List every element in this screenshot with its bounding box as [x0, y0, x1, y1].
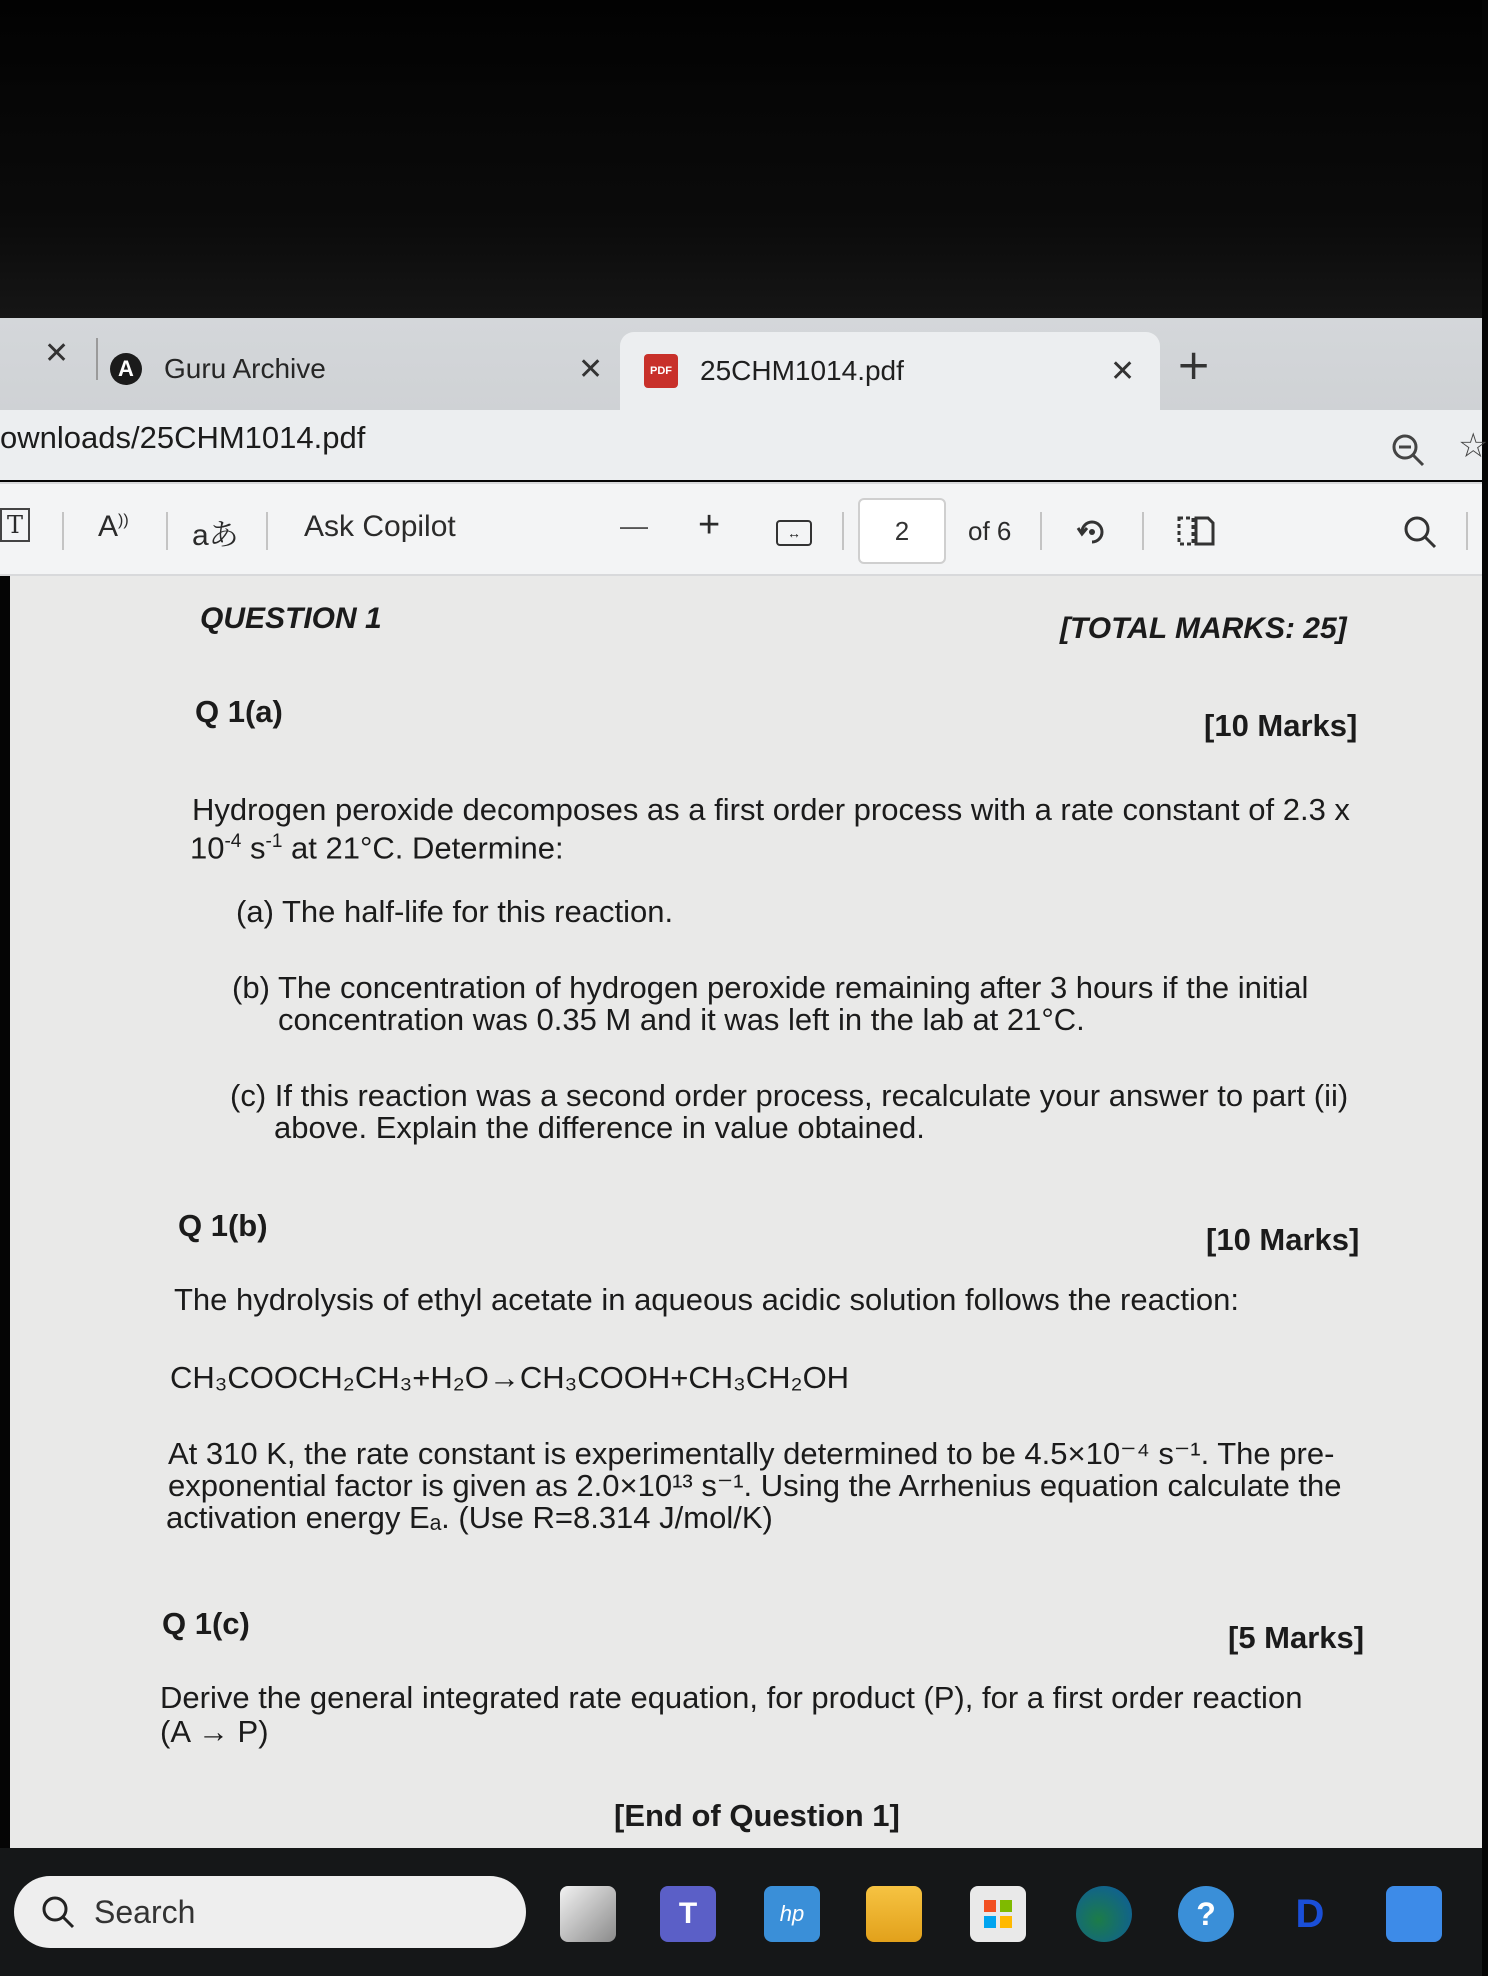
- q1b-intro: The hydrolysis of ethyl acetate in aqueous acidic solution follows the reaction:: [174, 1282, 1239, 1317]
- ask-copilot-button[interactable]: Ask Copilot: [304, 510, 456, 543]
- page-view-icon[interactable]: [1176, 514, 1216, 548]
- help-icon[interactable]: ?: [1178, 1886, 1234, 1942]
- url-text[interactable]: ownloads/25CHM1014.pdf: [0, 420, 366, 455]
- q1a-intro-line1: Hydrogen peroxide decomposes as a first order process with a rate constant of 2.3 x: [192, 792, 1350, 827]
- q1a-part-b-line2: concentration was 0.35 M and it was left in the lab at 21°C.: [278, 1002, 1085, 1037]
- task-view-icon[interactable]: [560, 1886, 616, 1942]
- rotate-icon[interactable]: [1074, 514, 1110, 550]
- total-marks: [TOTAL MARKS: 25]: [1060, 612, 1347, 645]
- taskbar: [0, 1848, 1482, 1976]
- tab-pdf-document[interactable]: [620, 332, 1160, 410]
- file-explorer-icon[interactable]: [866, 1886, 922, 1942]
- new-tab-icon[interactable]: +: [1176, 340, 1212, 389]
- pdf-page: [10, 576, 1482, 1848]
- taskbar-search[interactable]: [14, 1876, 526, 1948]
- edge-browser-icon[interactable]: [1076, 1886, 1132, 1942]
- screen-bezel: [0, 0, 1482, 320]
- guru-archive-favicon: A: [110, 353, 142, 385]
- translate-icon[interactable]: aあ: [192, 519, 239, 552]
- toolbar-divider: [1466, 512, 1468, 550]
- tab-guru-archive[interactable]: [110, 328, 630, 410]
- toolbar-divider: [62, 512, 64, 550]
- q1b-marks: [10 Marks]: [1206, 1222, 1360, 1257]
- zoom-in-button[interactable]: +: [698, 504, 721, 546]
- page-number-input[interactable]: 2: [858, 498, 946, 564]
- page-count: of 6: [968, 516, 1012, 546]
- q1a-part-c-line1: (c) If this reaction was a second order process, recalculate your answer to part (ii): [230, 1078, 1349, 1113]
- close-tab-icon[interactable]: ✕: [578, 351, 604, 387]
- q1c-marks: [5 Marks]: [1228, 1620, 1365, 1655]
- q1b-line1: At 310 K, the rate constant is experimentally determined to be 4.5×10⁻⁴ s⁻¹. The pre-: [168, 1436, 1335, 1471]
- zoom-out-icon[interactable]: [1390, 432, 1426, 468]
- pdf-file-icon: PDF: [644, 354, 678, 388]
- favorite-star-icon[interactable]: ☆: [1458, 427, 1488, 465]
- search-icon: [40, 1894, 76, 1930]
- end-of-question: [End of Question 1]: [614, 1798, 900, 1833]
- disney-plus-icon[interactable]: D: [1295, 1891, 1325, 1936]
- q1a-intro-line2: $10^{-4}$ $s^{-1}$ at 21°C. Determine:: [190, 830, 564, 866]
- q1c-label: Q 1(c): [162, 1606, 250, 1641]
- q1a-part-c-line2: above. Explain the difference in value obtained.: [274, 1110, 925, 1145]
- q1c-line2: (A → P): [160, 1714, 269, 1749]
- pdf-toolbar: [0, 482, 1482, 576]
- close-tab-icon[interactable]: ✕: [44, 336, 70, 371]
- toolbar-divider: [166, 512, 168, 550]
- q1c-line1: Derive the general integrated rate equation, for product (P), for a first order reaction: [160, 1680, 1303, 1715]
- microsoft-store-icon[interactable]: [970, 1886, 1026, 1942]
- tab-divider: [96, 338, 98, 380]
- question-title: QUESTION 1: [200, 602, 382, 635]
- search-label: Search: [94, 1893, 196, 1930]
- address-bar[interactable]: [0, 410, 1488, 480]
- zoom-out-button[interactable]: —: [620, 510, 648, 541]
- fit-to-width-icon[interactable]: ↔: [776, 520, 812, 546]
- tab-strip: [0, 318, 1482, 410]
- q1b-line3: activation energy Eₐ. (Use R=8.314 J/mol/K): [166, 1500, 773, 1535]
- close-tab-icon[interactable]: ✕: [1110, 353, 1136, 389]
- q1a-part-a: (a) The half-life for this reaction.: [236, 894, 674, 929]
- text-tool-icon[interactable]: T: [0, 508, 30, 542]
- q1a-part-b-line1: (b) The concentration of hydrogen peroxide remaining after 3 hours if the initial: [232, 970, 1309, 1005]
- read-aloud-icon[interactable]: A)): [98, 510, 129, 543]
- teams-icon[interactable]: T: [660, 1886, 716, 1942]
- toolbar-divider: [1142, 512, 1144, 550]
- search-icon[interactable]: [1402, 514, 1438, 550]
- myhp-icon[interactable]: hp: [764, 1886, 820, 1942]
- q1b-equation: CH₃COOCH₂CH₃+H₂O→CH₃COOH+CH₃CH₂OH: [170, 1360, 850, 1395]
- q1a-marks: [10 Marks]: [1204, 708, 1358, 743]
- toolbar-divider: [842, 512, 844, 550]
- tab-label: Guru Archive: [164, 353, 326, 384]
- q1b-label: Q 1(b): [178, 1208, 268, 1243]
- toolbar-divider: [266, 512, 268, 550]
- toolbar-divider: [1040, 512, 1042, 550]
- q1a-label: Q 1(a): [195, 694, 283, 729]
- reader-app-icon[interactable]: [1386, 1886, 1442, 1942]
- tab-label: 25CHM1014.pdf: [700, 355, 904, 386]
- q1b-line2: exponential factor is given as 2.0×10¹³ s⁻¹. Using the Arrhenius equation calculate the: [168, 1468, 1342, 1503]
